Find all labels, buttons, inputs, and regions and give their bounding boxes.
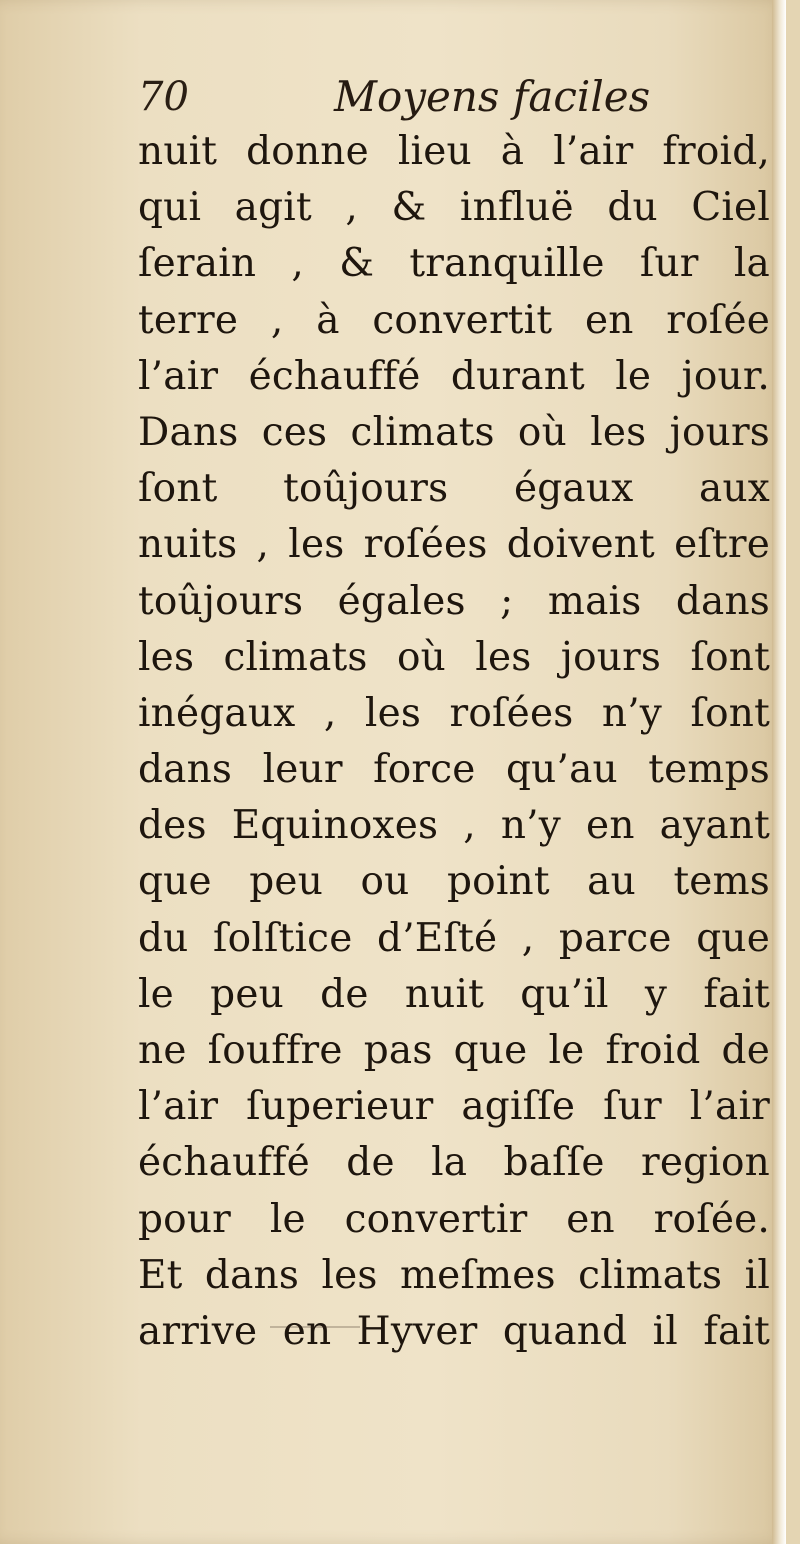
page-number: 70 <box>138 74 189 120</box>
text-line: nuit donne lieu à l’air froid, <box>138 129 770 174</box>
text-line: toûjours égales ; mais dans <box>138 578 770 624</box>
text-line: Dans ces climats où les jours <box>138 409 770 455</box>
text-line: les climats où les jours ſont <box>138 634 770 680</box>
text-line: dans leur force qu’au temps <box>138 747 770 793</box>
text-line: inégaux , les roſées n’y ſont <box>138 690 770 736</box>
text-line: ne ſouffre pas que le froid de <box>138 1028 770 1073</box>
text-line: le peu de nuit qu’il y fait <box>138 971 770 1017</box>
text-line: échauffé de la baſſe region <box>138 1140 770 1186</box>
running-title: Moyens faciles <box>334 72 651 121</box>
text-line: l’air ſuperieur agiſſe ſur l’air <box>138 1084 770 1130</box>
divider <box>270 1326 360 1328</box>
text-line: terre , à convertit en roſée <box>138 297 770 343</box>
text-line: ſerain , & tranquille ſur la <box>138 241 770 287</box>
text-line: pour le convertir en roſée. <box>138 1196 770 1242</box>
text-line: que peu ou point au tems <box>138 859 770 905</box>
text-line: ſont toûjours égaux aux <box>138 466 770 512</box>
text-line: du ſolſtice d’Eſté , parce que <box>138 915 770 961</box>
text-line: nuits , les roſées doivent eſtre <box>138 522 770 568</box>
page-edge <box>772 0 786 1544</box>
page-header <box>138 72 768 128</box>
text-line: Et dans les meſmes climats il <box>138 1252 770 1298</box>
text-line: arrive en Hyver quand il fait <box>138 1308 770 1354</box>
text-line: l’air échauffé durant le jour. <box>138 353 770 399</box>
text-line: qui agit , & influë du Ciel <box>138 185 770 231</box>
body-text <box>138 124 770 1360</box>
text-line: des Equinoxes , n’y en ayant <box>138 803 770 849</box>
